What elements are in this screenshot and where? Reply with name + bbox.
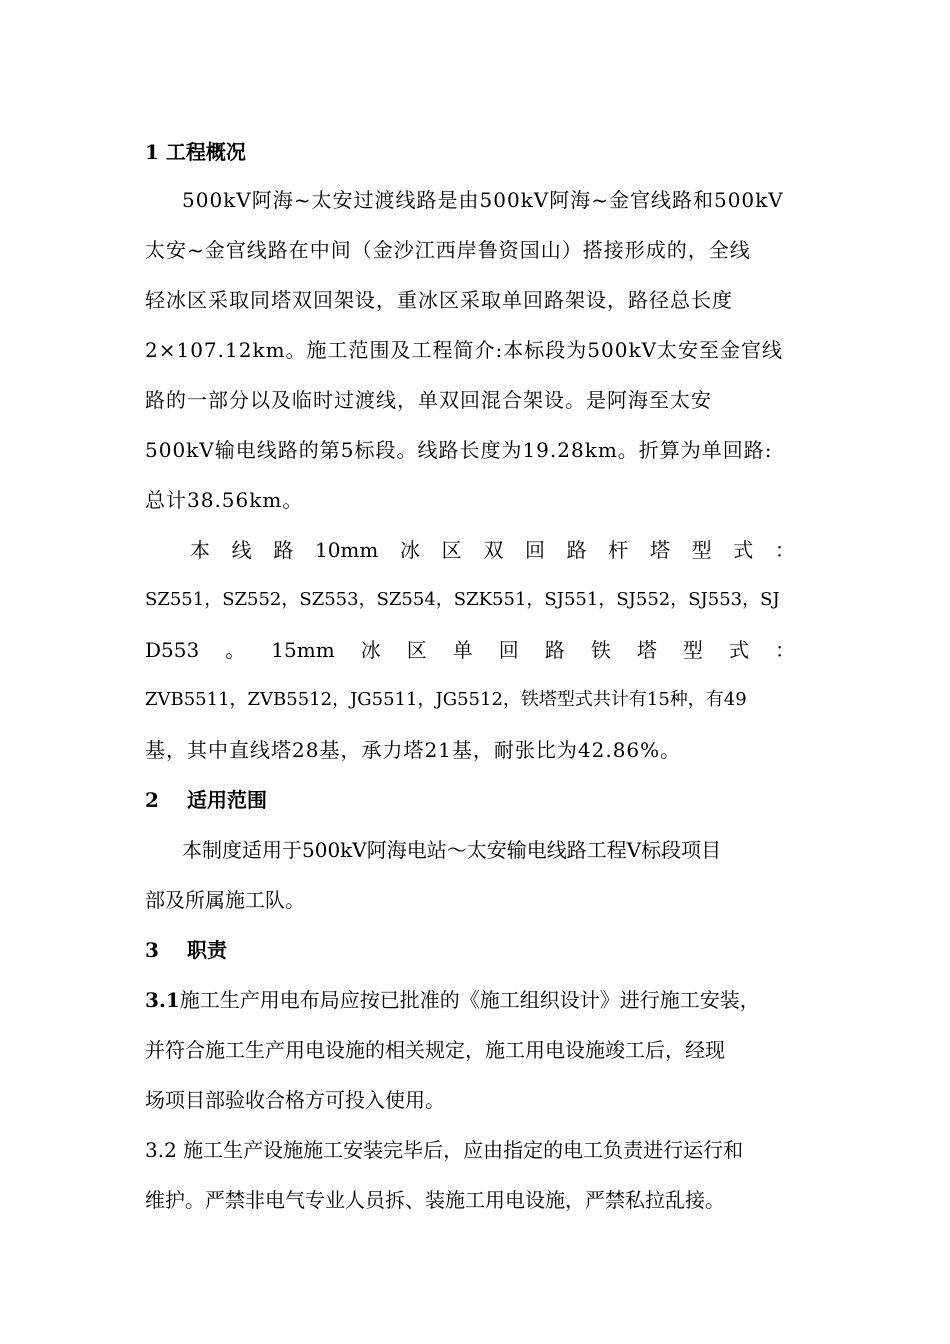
item-3-1-line: 3.1施工生产用电布局应按已批准的《施工组织设计》进行施工安装， <box>145 988 760 1012</box>
tower-types-line-1: 本 线 路 10mm 冰 区 双 回 路 杆 塔 型 式 ： <box>190 538 795 562</box>
paragraph-line: 维护。严禁非电气专业人员拆、装施工用电设施，严禁私拉乱接。 <box>145 1188 725 1212</box>
paragraph-line: 总计38.56km。 <box>145 488 304 512</box>
paragraph-line: 本制度适用于500kV阿海电站～太安输电线路工程Ⅴ标段项目 <box>182 838 722 862</box>
paragraph-line: 太安~金官线路在中间（金沙江西岸鲁资国山）搭接形成的，全线 <box>145 238 751 262</box>
paragraph-line: 场项目部验收合格方可投入使用。 <box>145 1088 445 1112</box>
paragraph-line: 部及所属施工队。 <box>145 888 305 912</box>
section-1-heading: 1 工程概况 <box>145 140 246 164</box>
paragraph-line: 500kV输电线路的第5标段。线路长度为19.28km。折算为单回路: <box>145 438 773 462</box>
paragraph-line: 2×107.12km。施工范围及工程简介:本标段为500kV太安至金官线 <box>145 338 784 362</box>
tower-types-line-2: SZ551，SZ552，SZ553，SZ554，SZK551，SJ551，SJ552，SJ553，SJ <box>145 589 780 610</box>
paragraph-line: 路的一部分以及临时过渡线，单双回混合架设。是阿海至太安 <box>145 388 712 412</box>
item-number: 3.1 <box>145 988 180 1012</box>
section-number: 2 <box>145 788 159 812</box>
section-2-heading <box>145 784 810 816</box>
paragraph-line: 500kV阿海~太安过渡线路是由500kV阿海~金官线路和500kV <box>182 188 784 212</box>
tower-types-line-4: ZVB5511，ZVB5512，JG5511，JG5512，铁塔型式共计有15种，有49 <box>145 689 747 710</box>
tower-types-line-5: 基，其中直线塔28基，承力塔21基，耐张比为42.86%。 <box>145 738 682 762</box>
tower-types-line-3: D553 。 15mm 冰 区 单 回 路 铁 塔 型 式 ： <box>145 638 795 662</box>
section-3-heading <box>145 934 810 966</box>
section-title: 适用范围 <box>187 788 267 812</box>
item-3-2-line: 3.2 施工生产设施施工安装完毕后，应由指定的电工负责进行运行和 <box>145 1138 744 1162</box>
paragraph-line: 并符合施工生产用电设施的相关规定，施工用电设施竣工后，经现 <box>145 1038 725 1062</box>
section-number: 3 <box>145 938 159 962</box>
section-title: 职责 <box>187 938 227 962</box>
paragraph-line: 轻冰区采取同塔双回架设，重冰区采取单回路架设，路径总长度 <box>145 288 733 312</box>
